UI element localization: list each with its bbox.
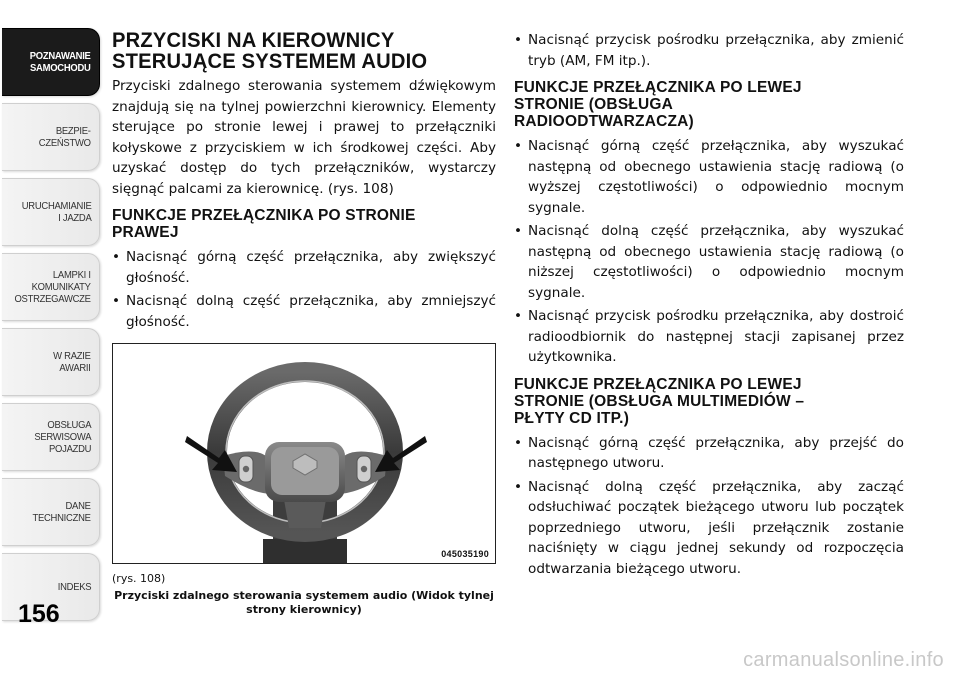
list-item: • Nacisnąć górną część przełącznika, aby wyszukać następną od obecnego ustawienia stację radiową (o wyższej częstotliwości) o odpowiednio mocnym sygnale. — [514, 136, 904, 218]
list-item: • Nacisnąć dolną część przełącznika, aby zmniejszyć głośność. — [112, 291, 496, 332]
section-title-line2: STERUJĄCE SYSTEMEM AUDIO — [112, 50, 428, 73]
heading-right-switch: FUNKCJE PRZEŁĄCZNIKA PO STRONIE PRAWEJ — [112, 207, 416, 241]
steering-wheel-illustration — [113, 344, 496, 564]
figure-reference: (rys. 108) — [112, 572, 166, 585]
list-item: • Nacisnąć górną część przełącznika, aby zwiększyć głośność. — [112, 247, 496, 288]
page-number: 156 — [18, 600, 60, 628]
heading-left-switch-radio: FUNKCJE PRZEŁĄCZNIKA PO LEWEJ STRONIE (OBSŁUGA RADIOODTWARZACZA) — [514, 79, 802, 130]
tab-label: DANE TECHNICZNE — [32, 500, 91, 524]
list-item: • Nacisnąć dolną część przełącznika, aby zacząć odsłuchiwać początek bieżącego utworu lub początek poprzedniego utworu, jeśli przełącznik zostanie naciśnięty w ciągu jednej sekundy od rozpoczęcia odtwarzania bieżącego utworu. — [514, 477, 904, 580]
heading-left-switch-media: FUNKCJE PRZEŁĄCZNIKA PO LEWEJ STRONIE (OBSŁUGA MULTIMEDIÓW – PŁYTY CD ITP.) — [514, 375, 805, 427]
left-column — [112, 30, 496, 335]
intro-paragraph: Przyciski zdalnego sterowania systemem dźwiękowym znajdują się na tylnej powierzchni kierownicy. Elementy sterujące po stronie lewej i prawej to przełączniki kołyskowe z przyciskiem w ich środkowej części. Aby uzyskać dostęp do tych przełączników, wystarczy sięgnąć palcami za kierownicę. (rys. 108) — [112, 78, 496, 197]
tab-dane-techniczne[interactable] — [2, 478, 100, 546]
tab-obsluga-serwisowa[interactable] — [2, 403, 100, 471]
steering-wheel-figure — [112, 343, 496, 564]
tab-w-razie-awarii[interactable] — [2, 328, 100, 396]
right-switch-list — [112, 247, 496, 332]
radio-list — [514, 136, 904, 368]
media-list — [514, 433, 904, 580]
right-column — [514, 30, 904, 582]
tab-lampki-i-komunikaty[interactable] — [2, 253, 100, 321]
tab-label: POZNAWANIE SAMOCHODU — [30, 50, 91, 74]
figure-caption: Przyciski zdalnego sterowania systemem audio (Widok tylnej strony kierownicy) — [114, 589, 494, 616]
list-item: • Nacisnąć dolną część przełącznika, aby wyszukać następną od obecnego ustawienia stację radiową (o niższej częstotliwości) o odpowiednio mocnym sygnale. — [514, 221, 904, 303]
tab-label: LAMPKI I KOMUNIKATY OSTRZEGAWCZE — [14, 269, 91, 305]
tab-label: URUCHAMIANIE I JAZDA — [21, 200, 91, 224]
list-item: • Nacisnąć przycisk pośrodku przełącznika, aby zmienić tryb (AM, FM itp.). — [514, 30, 904, 71]
tab-uruchamianie-i-jazda[interactable] — [2, 178, 100, 246]
tab-label: INDEKS — [57, 581, 91, 593]
watermark: carmanualsonline.info — [743, 649, 944, 671]
section-title-line1: PRZYCISKI NA KIEROWNICY — [112, 29, 395, 52]
tab-poznawanie-samochodu[interactable] — [2, 28, 100, 96]
tab-label: OBSŁUGA SERWISOWA POJAZDU — [34, 419, 91, 455]
list-item: • Nacisnąć górną część przełącznika, aby przejść do następnego utworu. — [514, 433, 904, 474]
mode-list — [514, 30, 904, 71]
tab-bezpieczenstwo[interactable] — [2, 103, 100, 171]
tab-label: BEZPIE- CZEŃSTWO — [39, 125, 91, 149]
tab-label: W RAZIE AWARII — [53, 350, 91, 374]
list-item: • Nacisnąć przycisk pośrodku przełącznika, aby dostroić radioodbiornik do następnej stacji zapisanej przez użytkownika. — [514, 306, 904, 368]
figure-code: 045035190 — [441, 549, 489, 559]
